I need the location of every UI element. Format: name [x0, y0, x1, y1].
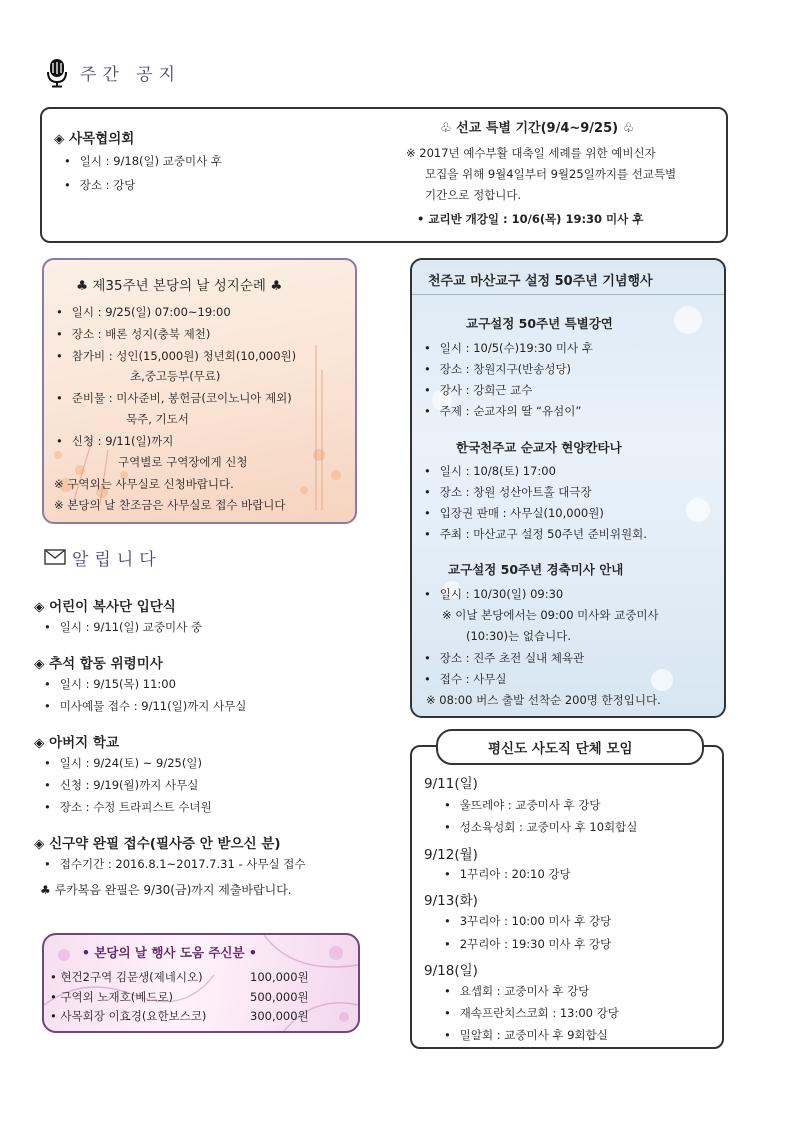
list-item: • 강사 : 강희근 교수 [424, 382, 532, 398]
donor-name: • 사목회장 이효경(요한보스코) [50, 1009, 207, 1023]
top-announcement-box [40, 107, 728, 243]
mass-note: (10:30)는 없습니다. [466, 629, 571, 643]
list-item: • 일시 : 9/11(일) 교중미사 중 [44, 619, 202, 635]
donors-title: • 본당의 날 행사 도움 주신분 • [82, 945, 257, 960]
notice-title: ◈ 아버지 학교 [34, 735, 119, 751]
list-item: • 1꾸리아 : 20:10 강당 [444, 866, 571, 882]
list-item-continued: 구역별로 구역장에게 신청 [118, 455, 248, 469]
list-item-continued: 초,중고등부(무료) [130, 369, 221, 383]
list-item: • 접수 : 사무실 [424, 671, 507, 687]
envelope-icon [44, 549, 66, 568]
list-item: • 장소 : 강당 [64, 177, 135, 193]
notice-title: ◈ 추석 합동 위령미사 [34, 656, 163, 672]
list-item: • 준비물 : 미사준비, 봉헌금(코이노니아 제외) [56, 390, 292, 406]
list-item: • 일시 : 10/30(일) 09:30 [424, 586, 563, 602]
mission-period-line: 기간으로 정합니다. [425, 188, 522, 202]
list-item: • 입장권 판매 : 사무실(10,000원) [424, 505, 604, 521]
list-item: • 신청 : 9/19(월)까지 사무실 [44, 777, 198, 793]
list-item: • 성소육성회 : 교중미사 후 10회합실 [444, 819, 637, 835]
cantata-title: 한국천주교 순교자 현양칸타나 [456, 440, 622, 455]
list-item: • 요셉회 : 교중미사 후 강당 [444, 983, 589, 999]
list-item: • 신청 : 9/11(일)까지 [56, 433, 173, 449]
list-item: • 장소 : 배론 성지(충북 제천) [56, 326, 210, 342]
donor-name: • 구역외 노재호(베드로) [50, 990, 174, 1004]
donor-amount: 500,000원 [250, 990, 309, 1004]
list-item: • 2꾸리아 : 19:30 미사 후 강당 [444, 936, 611, 952]
list-item: • 일시 : 9/15(목) 11:00 [44, 676, 176, 692]
laity-title: 평신도 사도직 단체 모임 [488, 741, 633, 757]
list-item: • 참가비 : 성인(15,000원) 청년회(10,000원) [56, 348, 296, 364]
mission-period-title: ♧ 선교 특별 기간(9/4~9/25) ♧ [440, 121, 635, 136]
list-item: • 미사예물 접수 : 9/11(일)까지 사무실 [44, 698, 246, 714]
jubilee-events-box [410, 258, 726, 718]
notice-title: ◈ 신구약 완필 접수(필사증 안 받으신 분) [34, 836, 281, 852]
parish-council-title: ◈ 사목협의회 [54, 131, 135, 147]
list-item: • 밀알회 : 교중미사 후 9회합실 [444, 1027, 608, 1043]
notice-title: ◈ 어린이 복사단 입단식 [34, 599, 176, 615]
list-item: • 장소 : 창원 성산아트홀 대극장 [424, 484, 592, 500]
lecture-title: 교구설정 50주년 특별강연 [466, 316, 613, 331]
list-item: • 장소 : 창원지구(반송성당) [424, 361, 571, 377]
list-item: • 일시 : 10/8(토) 17:00 [424, 463, 556, 479]
list-item: • 일시 : 9/24(토) ~ 9/25(일) [44, 755, 202, 771]
list-item: • 일시 : 9/25(일) 07:00~19:00 [56, 304, 231, 320]
donors-box [42, 933, 360, 1033]
pilgrimage-box [42, 258, 357, 524]
list-item: • 접수기간 : 2016.8.1~2017.7.31 - 사무실 접수 [44, 856, 305, 872]
list-item: • 재속프란치스코회 : 13:00 강당 [444, 1005, 619, 1021]
catechism-start-line: • 교리반 개강일 : 10/6(목) 19:30 미사 후 [417, 212, 644, 226]
jubilee-title: 천주교 마산교구 설정 50주년 기념행사 [428, 274, 653, 289]
meeting-date: 9/13(화) [424, 893, 478, 909]
mass-note: ※ 이날 본당에서는 09:00 미사와 교중미사 [442, 608, 659, 622]
list-item: • 주최 : 마산교구 설정 50주년 준비위원회. [424, 526, 647, 542]
pilgrimage-title: ♣ 제35주년 본당의 날 성지순례 ♣ [76, 278, 283, 294]
meeting-date: 9/11(일) [424, 776, 478, 792]
list-item: • 울뜨레야 : 교중미사 후 강당 [444, 797, 601, 813]
list-item: • 장소 : 수정 트라피스트 수녀원 [44, 799, 212, 815]
list-item: • 일시 : 10/5(수)19:30 미사 후 [424, 340, 593, 356]
mass-title: 교구설정 50주년 경축미사 안내 [448, 562, 624, 577]
luke-gospel-note: ♣ 루카복음 완필은 9/30(금)까지 제출바랍니다. [40, 883, 292, 897]
microphone-icon [46, 58, 68, 91]
list-item: • 일시 : 9/18(일) 교중미사 후 [64, 153, 222, 169]
meeting-date: 9/12(월) [424, 847, 478, 863]
list-item-continued: 묵주, 기도서 [126, 412, 189, 426]
donor-amount: 100,000원 [250, 970, 309, 984]
mission-period-line: ※ 2017년 예수부활 대축일 세례를 위한 예비신자 [406, 146, 656, 160]
pilgrimage-note: ※ 구역외는 사무실로 신청바랍니다. [54, 477, 234, 491]
meeting-date: 9/18(일) [424, 963, 478, 979]
mass-foot-note: ※ 08:00 버스 출발 선착순 200명 한정입니다. [426, 693, 661, 707]
pilgrimage-note: ※ 본당의 날 찬조금은 사무실로 접수 바랍니다 [54, 498, 286, 512]
mission-period-line: 모집을 위해 9월4일부터 9월25일까지를 선교특별 [425, 167, 677, 181]
donor-name: • 현건2구역 김문생(제네시오) [50, 970, 203, 984]
list-item: • 3꾸리아 : 10:00 미사 후 강당 [444, 913, 611, 929]
list-item: • 장소 : 진주 초전 실내 체육관 [424, 650, 584, 666]
list-item: • 주제 : 순교자의 딸 “유섬이” [424, 403, 581, 419]
donor-amount: 300,000원 [250, 1009, 309, 1023]
section-header-notice: 알립니다 [72, 550, 162, 570]
section-header-weekly: 주간 공지 [80, 65, 182, 85]
